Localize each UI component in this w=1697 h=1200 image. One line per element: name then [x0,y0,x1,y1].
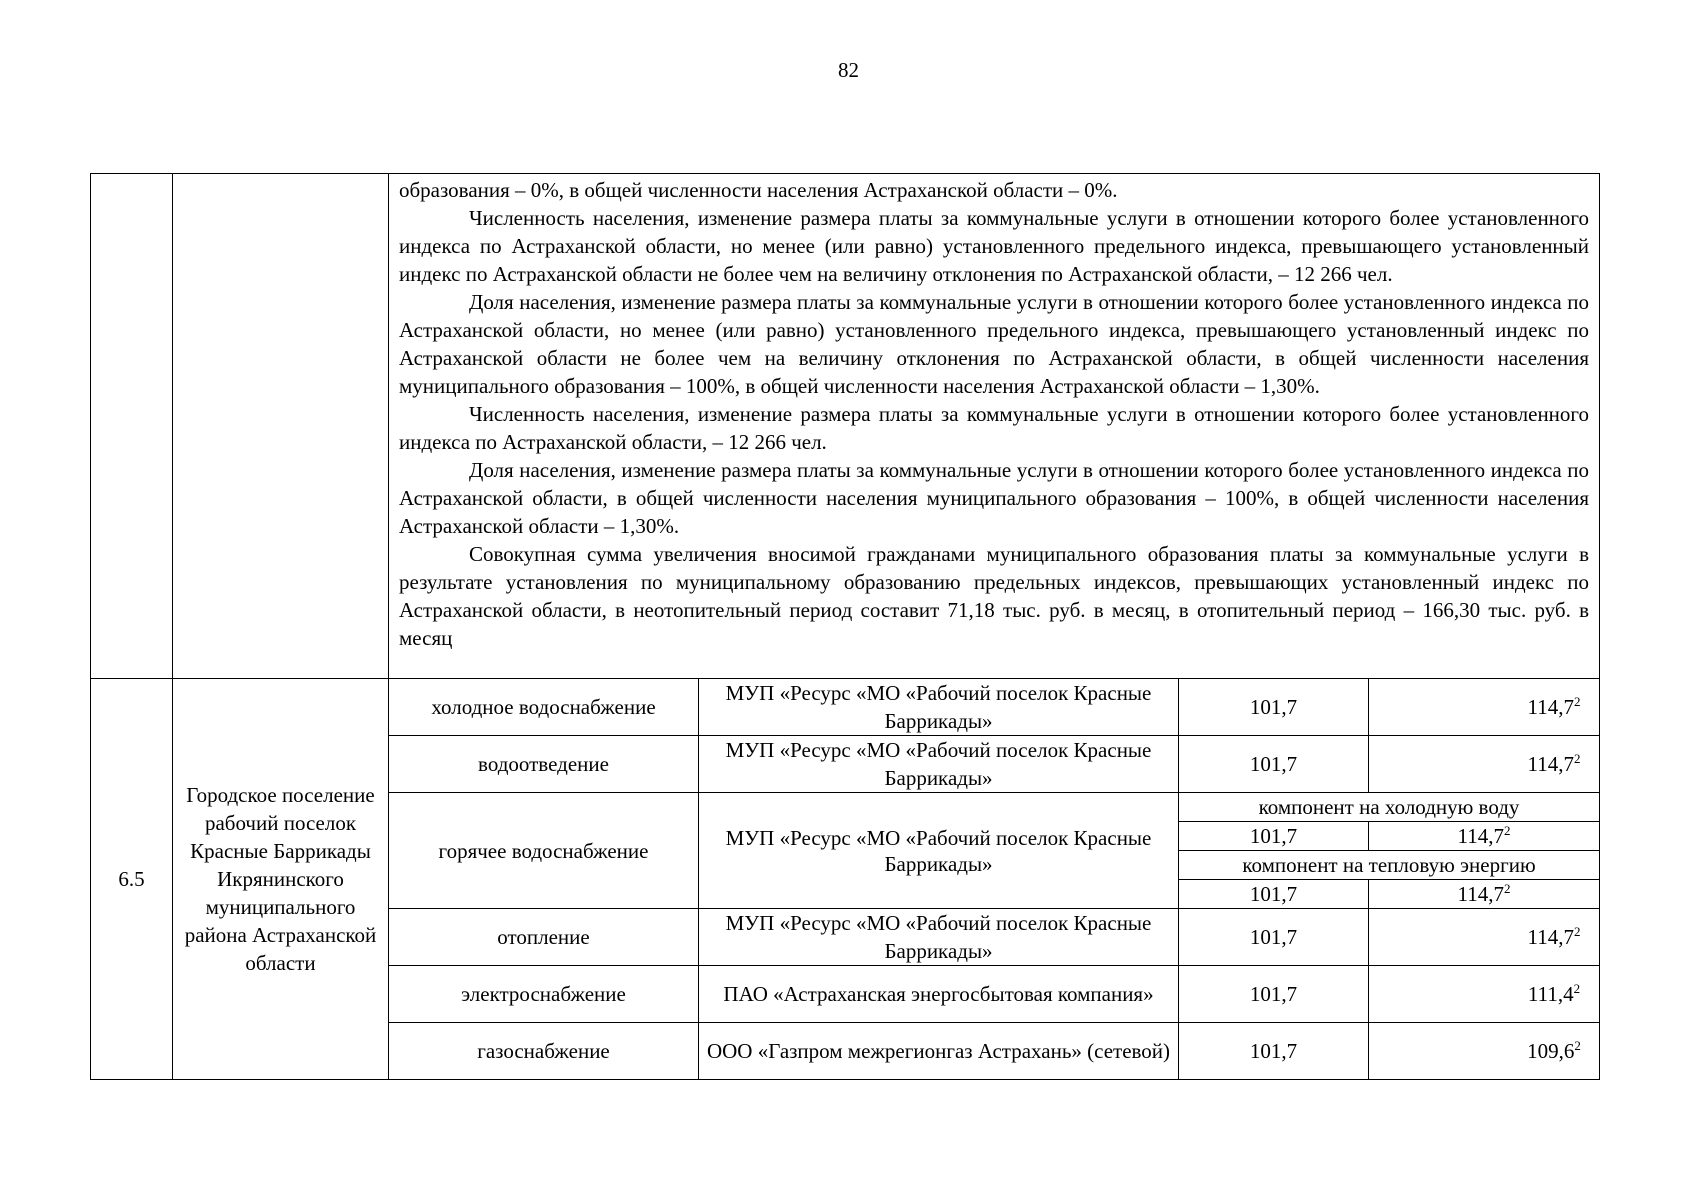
limit-value: 114,7$^2$ [1369,909,1600,966]
service-provider: МУП «Ресурс «МО «Рабочий поселок Красные Баррикады» [699,793,1179,909]
service-name: отопление [389,909,699,966]
page-number: 82 [838,58,859,82]
index-value: 101,7 [1179,679,1369,736]
text-paragraph: образования – 0%, в общей численности населения Астраханской области – 0%. [399,178,1118,202]
service-name: газоснабжение [389,1023,699,1080]
service-name: электроснабжение [389,966,699,1023]
limit-value: 111,4$^2$ [1369,966,1600,1023]
footnote-mark: 2 [1574,751,1581,766]
limit-value: 114,7$^2$ [1369,822,1600,851]
limit-value: 109,6$^2$ [1369,1023,1600,1080]
footnote-mark: 2 [1573,981,1581,996]
text-paragraph: Доля населения, изменение размера платы за коммунальные услуги в отношении которого более установленного индекса по Астраханской области, в общей численности населения муниципального образования – 100%, в общей численности населения Астраханской области – 1,30%. [399,458,1590,538]
text-paragraph: Совокупная сумма увеличения вносимой гражданами муниципального образования платы за коммунальные услуги в результате установления по муниципальному образованию предельных индексов, превышающих установленный индекс по Астраханской области, в неотопительный период составит 71,18 тыс. руб. в месяц, в отопительный период – 166,30 тыс. руб. в месяц [399,542,1590,650]
service-provider: ПАО «Астраханская энергосбытовая компания» [699,966,1179,1023]
component-label-heat: компонент на тепловую энергию [1179,851,1600,880]
section-number: 6.5 [91,679,173,1080]
text-paragraph: Численность населения, изменение размера платы за коммунальные услуги в отношении которого более установленного индекса по Астраханской области, но менее (или равно) установленного предельного индекса, превышающего установленный индекс по Астраханской области не более чем на величину отклонения по Астраханской области, – 12 266 чел. [399,206,1590,286]
component-label-cold: компонент на холодную воду [1179,793,1600,822]
footnote-mark: 2 [1574,1038,1581,1053]
limit-value: 114,7$^2$ [1369,736,1600,793]
limit-value: 114,7$^2$ [1369,679,1600,736]
service-name: водоотведение [389,736,699,793]
index-value: 101,7 [1179,736,1369,793]
index-value: 101,7 [1179,1023,1369,1080]
continuation-text-cell [389,174,1600,679]
empty-municipality-cell [173,174,389,679]
footnote-mark: 2 [1574,924,1581,939]
empty-number-cell [91,174,173,679]
footnote-mark: 2 [1504,823,1511,838]
municipality-name: Городское поселение рабочий поселок Красные Баррикады Икрянинского муниципального района Астраханской области [173,679,389,1080]
index-value: 101,7 [1179,880,1369,909]
service-name: горячее водоснабжение [389,793,699,909]
text-paragraph: Численность населения, изменение размера платы за коммунальные услуги в отношении которого более установленного индекса по Астраханской области, – 12 266 чел. [399,402,1590,454]
index-value: 101,7 [1179,822,1369,851]
text-paragraph: Доля населения, изменение размера платы за коммунальные услуги в отношении которого более установленного индекса по Астраханской области, но менее (или равно) установленного предельного индекса, превышающего установленный индекс по Астраханской области не более чем на величину отклонения по Астраханской области, в общей численности населения муниципального образования – 100%, в общей численности населения Астраханской области – 1,30%. [399,290,1590,398]
limit-value: 114,7$^2$ [1369,880,1600,909]
index-value: 101,7 [1179,909,1369,966]
continuation-row [91,174,1600,679]
service-provider: ООО «Газпром межрегионгаз Астрахань» (сетевой) [699,1023,1179,1080]
service-name: холодное водоснабжение [389,679,699,736]
service-provider: МУП «Ресурс «МО «Рабочий поселок Красные Баррикады» [699,736,1179,793]
service-row-cold-water [91,679,1600,736]
index-value: 101,7 [1179,966,1369,1023]
footnote-mark: 2 [1504,881,1511,896]
footnote-mark: 2 [1574,694,1581,709]
service-provider: МУП «Ресурс «МО «Рабочий поселок Красные Баррикады» [699,679,1179,736]
tariff-table [90,173,1600,1080]
service-provider: МУП «Ресурс «МО «Рабочий поселок Красные Баррикады» [699,909,1179,966]
